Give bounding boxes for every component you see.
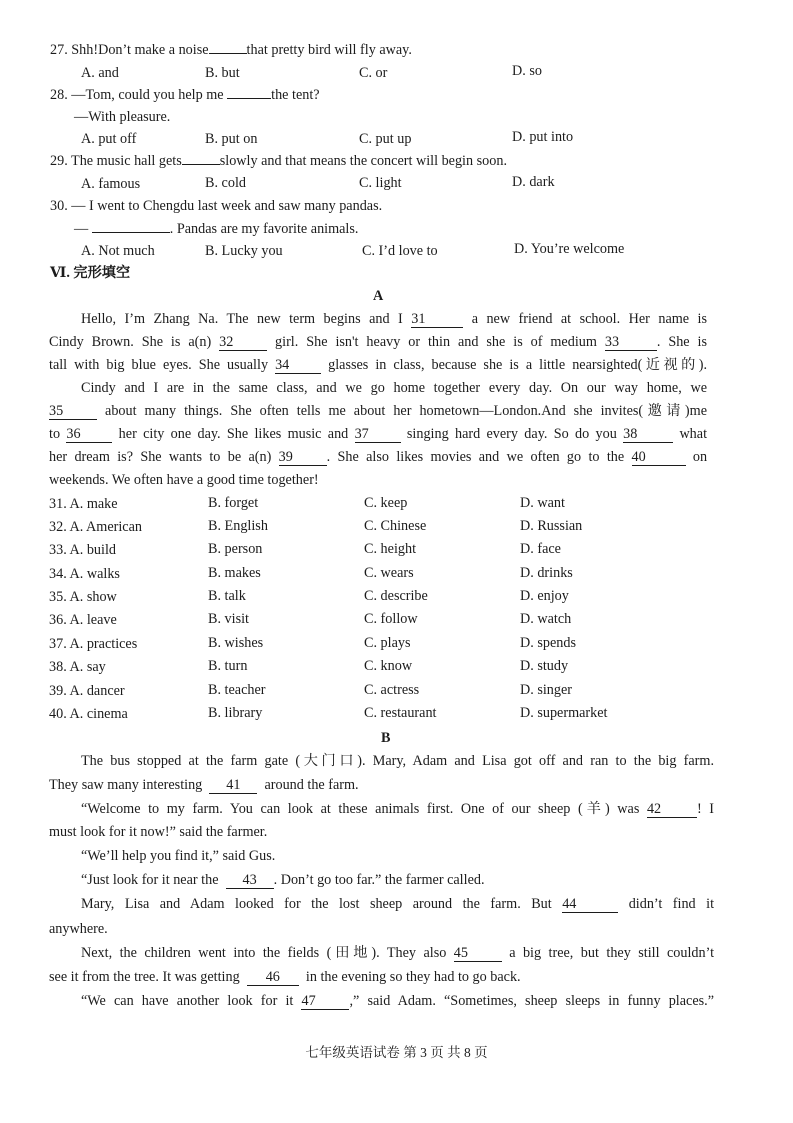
- option-35-a: 35. A. show: [49, 589, 117, 605]
- option-38-b: B. turn: [208, 658, 248, 674]
- passage-b-line-8: anywhere.: [49, 921, 108, 937]
- option-34-c: C. wears: [364, 565, 414, 581]
- text: what: [679, 426, 708, 442]
- option-33-a: 33. A. build: [49, 542, 117, 558]
- passage-b-line-4: must look for it now!” said the farmer.: [49, 824, 268, 840]
- option-b: B. but: [205, 65, 240, 81]
- option-32-d: D. Russian: [520, 518, 583, 534]
- option-39-a: 39. A. dancer: [49, 683, 125, 699]
- option-40-c: C. restaurant: [364, 705, 437, 721]
- stem-text: . Pandas are my favorite animals.: [169, 221, 359, 237]
- text: didn’t find it: [628, 896, 715, 912]
- text: tall with big blue eyes. She usually: [49, 357, 269, 373]
- passage-b-line-7: [81, 894, 714, 914]
- text: a new friend at school. Her name is: [471, 311, 708, 327]
- option-38-c: C. know: [364, 658, 413, 674]
- option-37-a: 37. A. practices: [49, 636, 138, 652]
- option-d: D. put into: [512, 129, 574, 145]
- option-36-c: C. follow: [364, 611, 418, 627]
- text: a big tree, but they still couldn’t: [509, 945, 715, 961]
- option-39-b: B. teacher: [208, 682, 266, 698]
- blank-34: 34: [275, 357, 321, 374]
- option-a: A. and: [81, 65, 119, 81]
- text: “Just look for it near the: [81, 872, 219, 888]
- option-38-d: D. study: [520, 658, 569, 674]
- blank-41: 41: [209, 777, 257, 794]
- text: about many things. She often tells me about her hometown—London.And she invites(邀请)me: [105, 403, 707, 419]
- text: Next, the children went into the fields (田地). They also: [81, 945, 447, 961]
- option-34-a: 34. A. walks: [49, 566, 120, 582]
- option-38-a: 38. A. say: [49, 659, 106, 675]
- blank-47: 47: [301, 993, 349, 1010]
- passage-b-line-11: [81, 991, 714, 1011]
- option-39-c: C. actress: [364, 682, 420, 698]
- text: Hello, I’m Zhang Na. The new term begins and I: [81, 311, 403, 327]
- text: in the evening so they had to go back.: [305, 969, 521, 985]
- option-37-c: C. plays: [364, 635, 411, 651]
- blank-42: 42: [647, 801, 697, 818]
- passage-a-line-1: [81, 309, 707, 329]
- blank-35: 35: [49, 403, 97, 420]
- blank-46: 46: [247, 969, 299, 986]
- option-c: C. I’d love to: [362, 243, 438, 259]
- dash: —: [74, 221, 89, 237]
- option-a: A. put off: [81, 131, 137, 147]
- option-33-b: B. person: [208, 541, 263, 557]
- blank-38: 38: [623, 426, 673, 443]
- question-stem: [50, 40, 412, 60]
- option-36-a: 36. A. leave: [49, 612, 117, 628]
- passage-b-line-10: [49, 967, 521, 987]
- text: . She also likes movies and we often go to the: [326, 449, 625, 465]
- option-37-d: D. spends: [520, 635, 576, 651]
- passage-b-line-6: [81, 870, 485, 890]
- question-stem: 30. — I went to Chengdu last week and saw many pandas.: [50, 198, 383, 214]
- option-a: A. Not much: [81, 243, 155, 259]
- text: “We can have another look for it: [81, 993, 294, 1009]
- option-b: B. Lucky you: [205, 243, 283, 259]
- text: her city one day. She likes music and: [118, 426, 349, 442]
- answer-blank: [92, 232, 170, 233]
- question-stem: [50, 151, 507, 171]
- option-32-c: C. Chinese: [364, 518, 427, 534]
- blank-39: 39: [279, 449, 327, 466]
- blank-32: 32: [219, 334, 267, 351]
- text: girl. She isn't heavy or thin and she is of medium: [275, 334, 597, 350]
- text: Mary, Lisa and Adam looked for the lost sheep around the farm. But: [81, 896, 552, 912]
- text: “Welcome to my farm. You can look at these animals first. One of our sheep (羊) was: [81, 801, 640, 817]
- option-b: B. cold: [205, 175, 246, 191]
- option-31-d: D. want: [520, 495, 565, 511]
- option-40-d: D. supermarket: [520, 705, 608, 721]
- option-b: B. put on: [205, 131, 258, 147]
- option-35-b: B. talk: [208, 588, 246, 604]
- blank-40: 40: [632, 449, 686, 466]
- text: ,” said Adam. “Sometimes, sheep sleeps in funny places.”: [349, 993, 714, 1009]
- text: see it from the tree. It was getting: [49, 969, 240, 985]
- answer-blank: [227, 98, 271, 99]
- passage-a-line-5: [49, 401, 707, 421]
- passage-a-line-2: [49, 332, 707, 352]
- option-a: A. famous: [81, 176, 141, 192]
- option-39-d: D. singer: [520, 682, 573, 698]
- text: on: [692, 449, 708, 465]
- answer-blank: [209, 53, 247, 54]
- option-33-d: D. face: [520, 541, 561, 557]
- passage-b-line-2: [49, 775, 359, 795]
- passage-a-line-4: Cindy and I are in the same class, and we go home together every day. On our way home, we: [81, 380, 707, 396]
- passage-b-line-1: The bus stopped at the farm gate (大门口). Mary, Adam and Lisa got off and ran to the big farm.: [81, 753, 714, 769]
- option-40-a: 40. A. cinema: [49, 706, 128, 722]
- text: singing hard every day. So do you: [406, 426, 617, 442]
- option-35-d: D. enjoy: [520, 588, 569, 604]
- option-31-c: C. keep: [364, 495, 408, 511]
- passage-a-line-3: [49, 355, 707, 375]
- text: around the farm.: [264, 777, 359, 793]
- blank-33: 33: [605, 334, 657, 351]
- blank-36: 36: [66, 426, 112, 443]
- response-line: —With pleasure.: [74, 109, 171, 125]
- blank-31: 31: [411, 311, 463, 328]
- text: They saw many interesting: [49, 777, 203, 793]
- option-d: D. so: [512, 63, 542, 79]
- option-40-b: B. library: [208, 705, 263, 721]
- passage-a-line-7: [49, 447, 707, 467]
- stem-text: slowly and that means the concert will begin soon.: [219, 153, 507, 169]
- answer-blank: [182, 164, 220, 165]
- question-stem: [50, 85, 320, 105]
- option-c: C. put up: [359, 131, 412, 147]
- passage-b-line-9: [81, 943, 714, 963]
- section-title: Ⅵ. 完形填空: [50, 265, 131, 281]
- option-d: D. dark: [512, 174, 555, 190]
- option-31-a: 31. A. make: [49, 496, 118, 512]
- option-32-a: 32. A. American: [49, 519, 142, 535]
- option-c: C. or: [359, 65, 388, 81]
- text: Cindy Brown. She is a(n): [49, 334, 212, 350]
- text: glasses in class, because she is a little nearsighted(近视的).: [328, 357, 708, 373]
- blank-44: 44: [562, 896, 618, 913]
- text: her dream is? She wants to be a(n): [49, 449, 272, 465]
- stem-text: 27. Shh!Don’t make a noise: [50, 42, 209, 58]
- text: . Don’t go too far.” the farmer called.: [273, 872, 485, 888]
- page-footer: 七年级英语试卷 第 3 页 共 8 页: [305, 1045, 488, 1060]
- option-32-b: B. English: [208, 518, 268, 534]
- passage-a-line-8: weekends. We often have a good time together!: [49, 472, 319, 488]
- option-34-d: D. drinks: [520, 565, 573, 581]
- blank-45: 45: [454, 945, 502, 962]
- blank-43: 43: [226, 872, 274, 889]
- option-37-b: B. wishes: [208, 635, 264, 651]
- blank-37: 37: [355, 426, 401, 443]
- response-line: [74, 219, 358, 239]
- option-36-b: B. visit: [208, 611, 249, 627]
- option-36-d: D. watch: [520, 611, 572, 627]
- passage-a-title: A: [373, 288, 384, 304]
- option-34-b: B. makes: [208, 565, 261, 581]
- stem-text: that pretty bird will fly away.: [246, 42, 412, 58]
- stem-text: the tent?: [271, 87, 320, 103]
- option-35-c: C. describe: [364, 588, 428, 604]
- passage-b-title: B: [381, 730, 391, 746]
- passage-a-line-6: [49, 424, 707, 444]
- option-33-c: C. height: [364, 541, 417, 557]
- text: to: [49, 426, 61, 442]
- stem-text: 28. —Tom, could you help me: [50, 87, 224, 103]
- stem-text: 29. The music hall gets: [50, 153, 182, 169]
- text: . She is: [656, 334, 708, 350]
- text: ! I: [696, 801, 714, 817]
- option-d: D. You’re welcome: [514, 241, 625, 257]
- passage-b-line-3: [81, 799, 714, 819]
- option-31-b: B. forget: [208, 495, 259, 511]
- passage-b-line-5: “We’ll help you find it,” said Gus.: [81, 848, 276, 864]
- option-c: C. light: [359, 175, 402, 191]
